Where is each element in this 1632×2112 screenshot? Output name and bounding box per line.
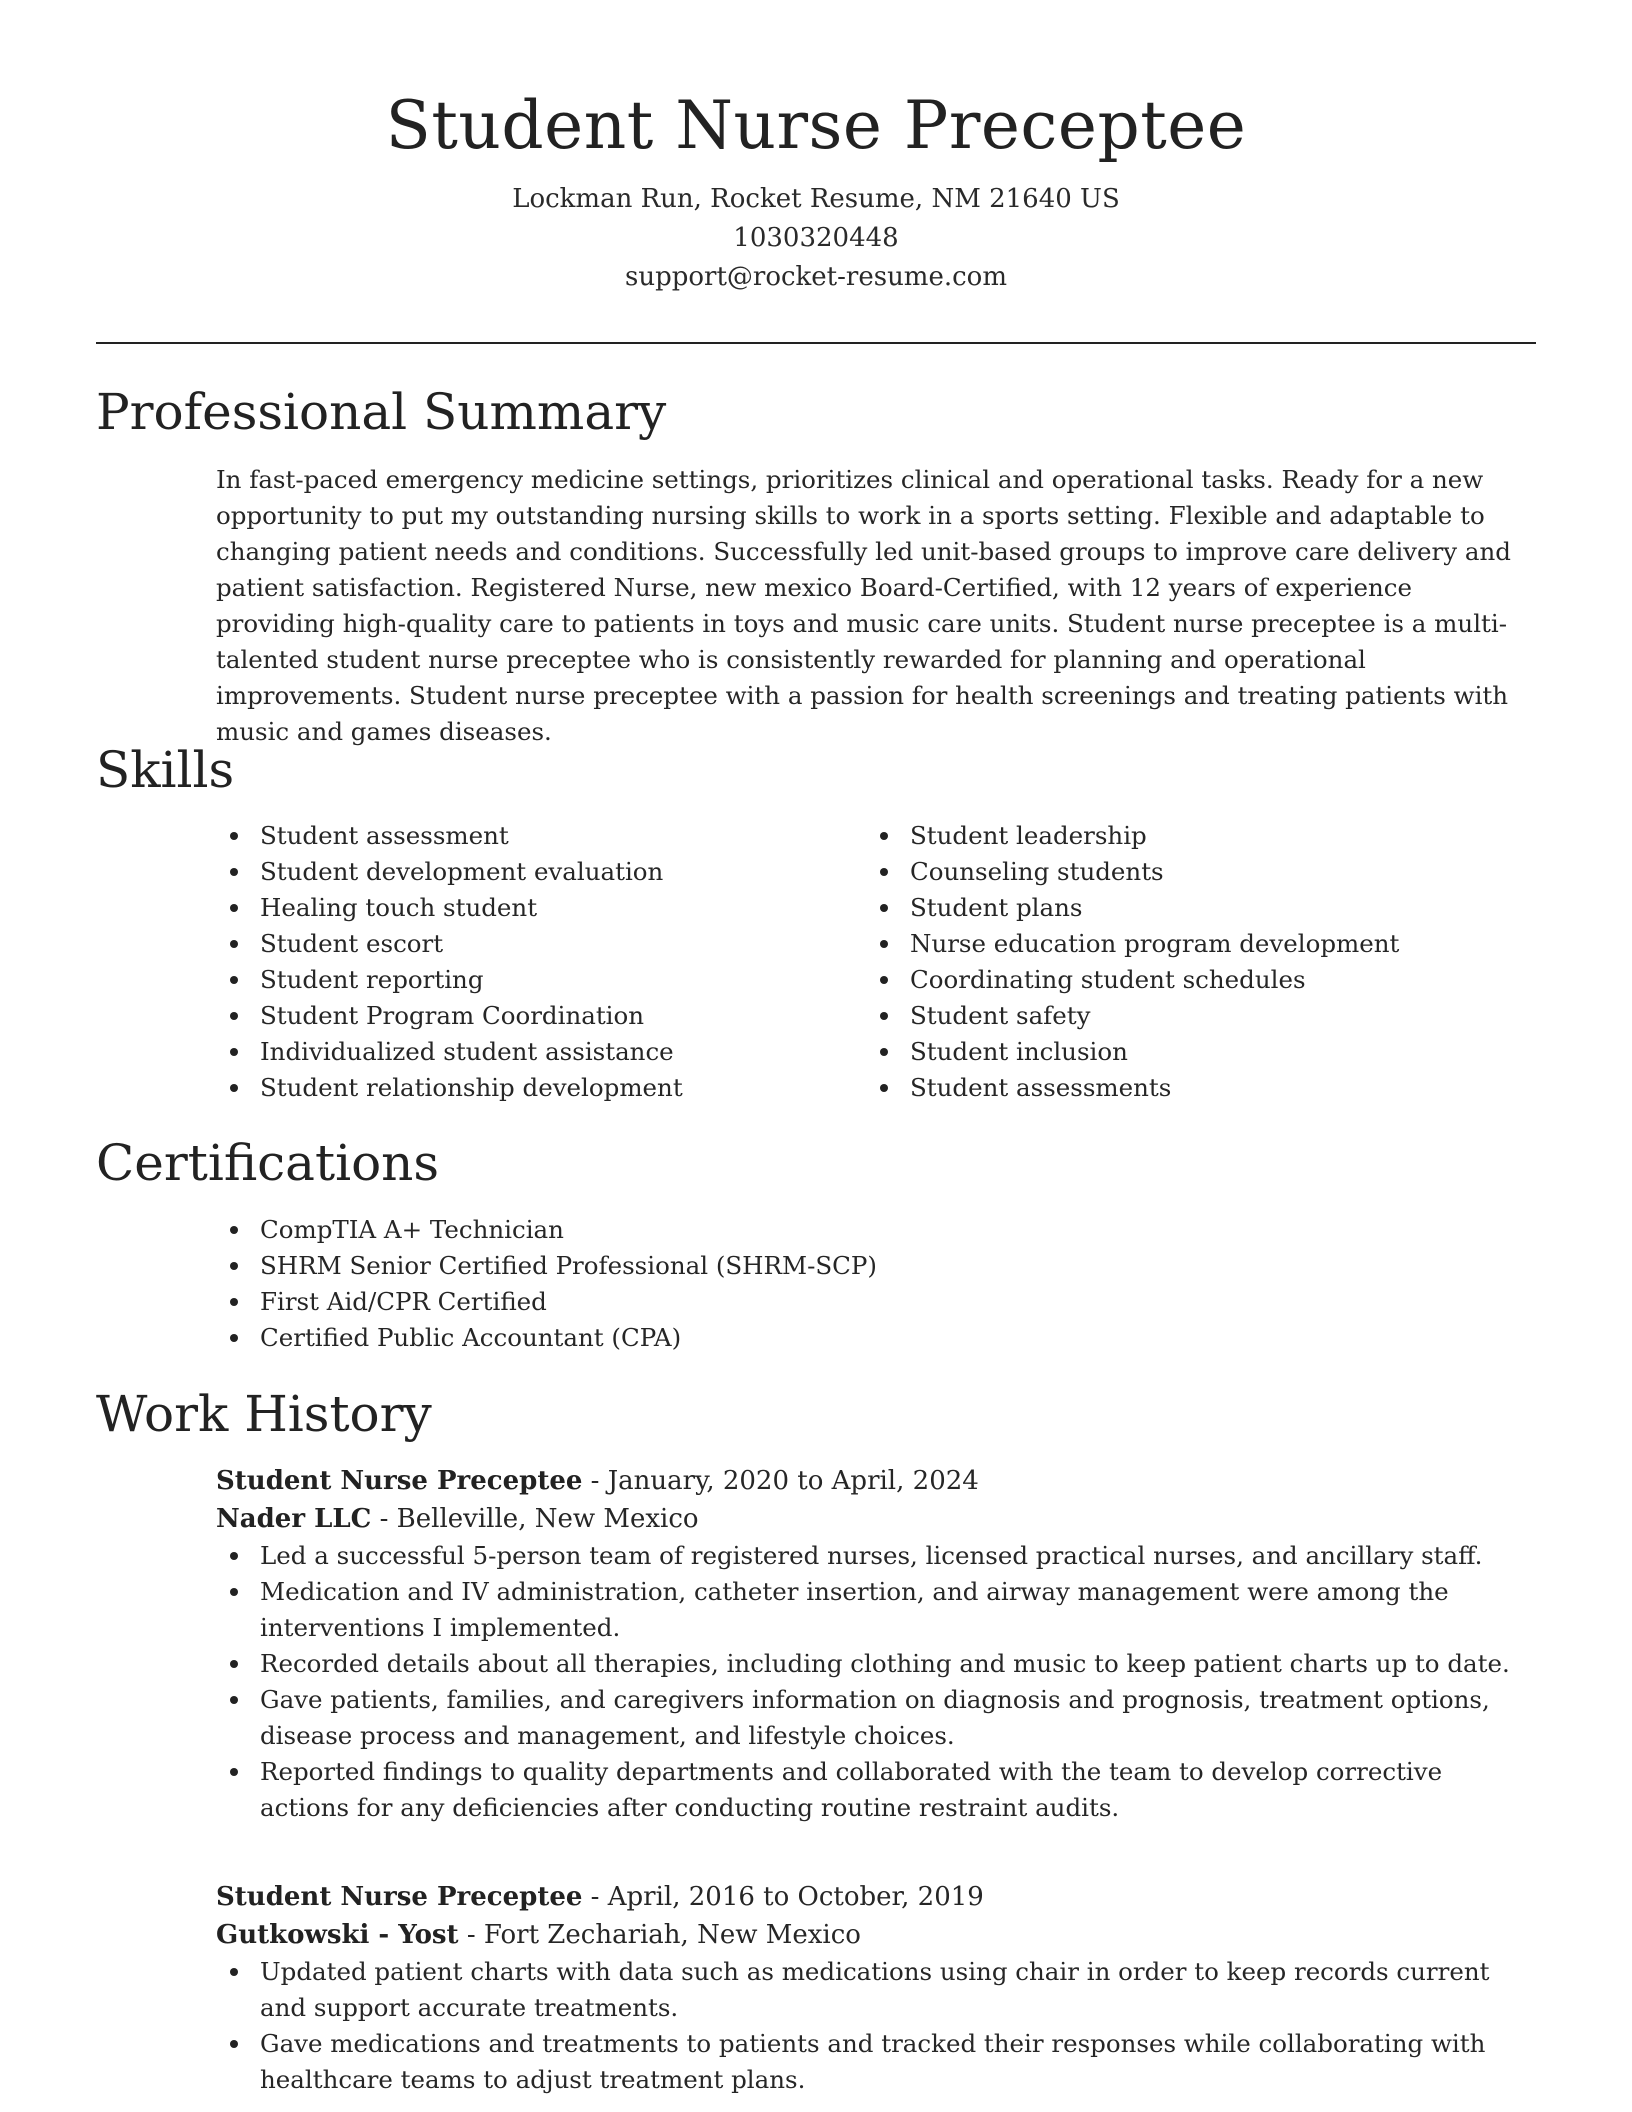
job-dates: - April, 2016 to October, 2019: [582, 1882, 984, 1912]
certification-item: CompTIA A+ Technician: [216, 1212, 1536, 1248]
job-dates: - January, 2020 to April, 2024: [582, 1466, 979, 1496]
summary-heading: Professional Summary: [96, 383, 667, 441]
contact-address: Lockman Run, Rocket Resume, NM 21640 US: [512, 184, 1120, 214]
job-title-line: [216, 1462, 1536, 1500]
job-responsibilities: [216, 1954, 1536, 2098]
job-company-line: [216, 1500, 1536, 1538]
job-title: Student Nurse Preceptee: [216, 1882, 583, 1912]
contact-email: support@rocket-resume.com: [624, 262, 1007, 292]
certification-item: First Aid/CPR Certified: [216, 1284, 1536, 1320]
skill-item: Counseling students: [866, 854, 1506, 890]
skill-item: Nurse education program development: [866, 926, 1506, 962]
job-entry: [216, 1462, 1536, 1826]
job-company: Gutkowski - Yost: [216, 1920, 459, 1950]
job-company-line: [216, 1916, 1536, 1954]
skill-item: Coordinating student schedules: [866, 962, 1506, 998]
job-entry: [216, 1878, 1536, 2098]
responsibility-item: Medication and IV administration, catheter insertion, and airway management were among the interventions I implemented.: [216, 1574, 1536, 1646]
certification-item: Certified Public Accountant (CPA): [216, 1320, 1536, 1356]
skills-list-left: [216, 818, 856, 1106]
responsibility-item: Reported findings to quality departments and collaborated with the team to develop corrective actions for any deficiencies after conducting routine restraint audits.: [216, 1754, 1536, 1826]
candidate-name: Student Nurse Preceptee: [385, 87, 1247, 164]
skill-item: Student assessments: [866, 1070, 1506, 1106]
responsibility-item: Gave patients, families, and caregivers information on diagnosis and prognosis, treatment options, disease process and management, and lifestyle choices.: [216, 1682, 1536, 1754]
responsibility-item: Gave medications and treatments to patients and tracked their responses while collaborating with healthcare teams to adjust treatment plans.: [216, 2026, 1536, 2098]
skill-item: Student inclusion: [866, 1034, 1506, 1070]
responsibility-item: Led a successful 5-person team of registered nurses, licensed practical nurses, and ancillary staff.: [216, 1538, 1536, 1574]
skill-item: Student relationship development: [216, 1070, 856, 1106]
job-location: - Fort Zechariah, New Mexico: [458, 1920, 861, 1950]
job-title: Student Nurse Preceptee: [216, 1466, 583, 1496]
contact-block: [0, 180, 1632, 297]
skill-item: Healing touch student: [216, 890, 856, 926]
certifications-heading: Certifications: [96, 1134, 440, 1192]
contact-phone: 1030320448: [733, 223, 899, 253]
skills-heading: Skills: [96, 741, 235, 799]
skill-item: Student Program Coordination: [216, 998, 856, 1034]
skills-list-right: [866, 818, 1506, 1106]
job-responsibilities: [216, 1538, 1536, 1826]
skill-item: Student reporting: [216, 962, 856, 998]
job-location: - Belleville, New Mexico: [371, 1504, 699, 1534]
resume-header: [0, 0, 1632, 297]
certifications-list: [216, 1212, 1536, 1356]
skill-item: Student plans: [866, 890, 1506, 926]
responsibility-item: Updated patient charts with data such as medications using chair in order to keep records current and support accurate treatments.: [216, 1954, 1536, 2026]
skill-item: Student escort: [216, 926, 856, 962]
header-divider: [96, 342, 1536, 344]
skill-item: Student leadership: [866, 818, 1506, 854]
job-company: Nader LLC: [216, 1504, 372, 1534]
certification-item: SHRM Senior Certified Professional (SHRM-SCP): [216, 1248, 1536, 1284]
skill-item: Student assessment: [216, 818, 856, 854]
skill-item: Student development evaluation: [216, 854, 856, 890]
job-title-line: [216, 1878, 1536, 1916]
summary-text: In fast-paced emergency medicine settings, prioritizes clinical and operational tasks. Ready for a new opportunity to put my outstanding nursing skills to work in a sports setting. Flexible and adaptable to changing patient needs and conditions. Successfully led unit-based groups to improve care delivery and patient satisfaction. Registered Nurse, new mexico Board-Certified, with 12 years of experience providing high-quality care to patients in toys and music care units. Student nurse preceptee is a multi-talented student nurse preceptee who is consistently rewarded for planning and operational improvements. Student nurse preceptee with a passion for health screenings and treating patients with music and games diseases.: [216, 465, 1511, 746]
work-history-heading: Work History: [96, 1385, 432, 1443]
skill-item: Individualized student assistance: [216, 1034, 856, 1070]
skill-item: Student safety: [866, 998, 1506, 1034]
responsibility-item: Recorded details about all therapies, including clothing and music to keep patient charts up to date.: [216, 1646, 1536, 1682]
